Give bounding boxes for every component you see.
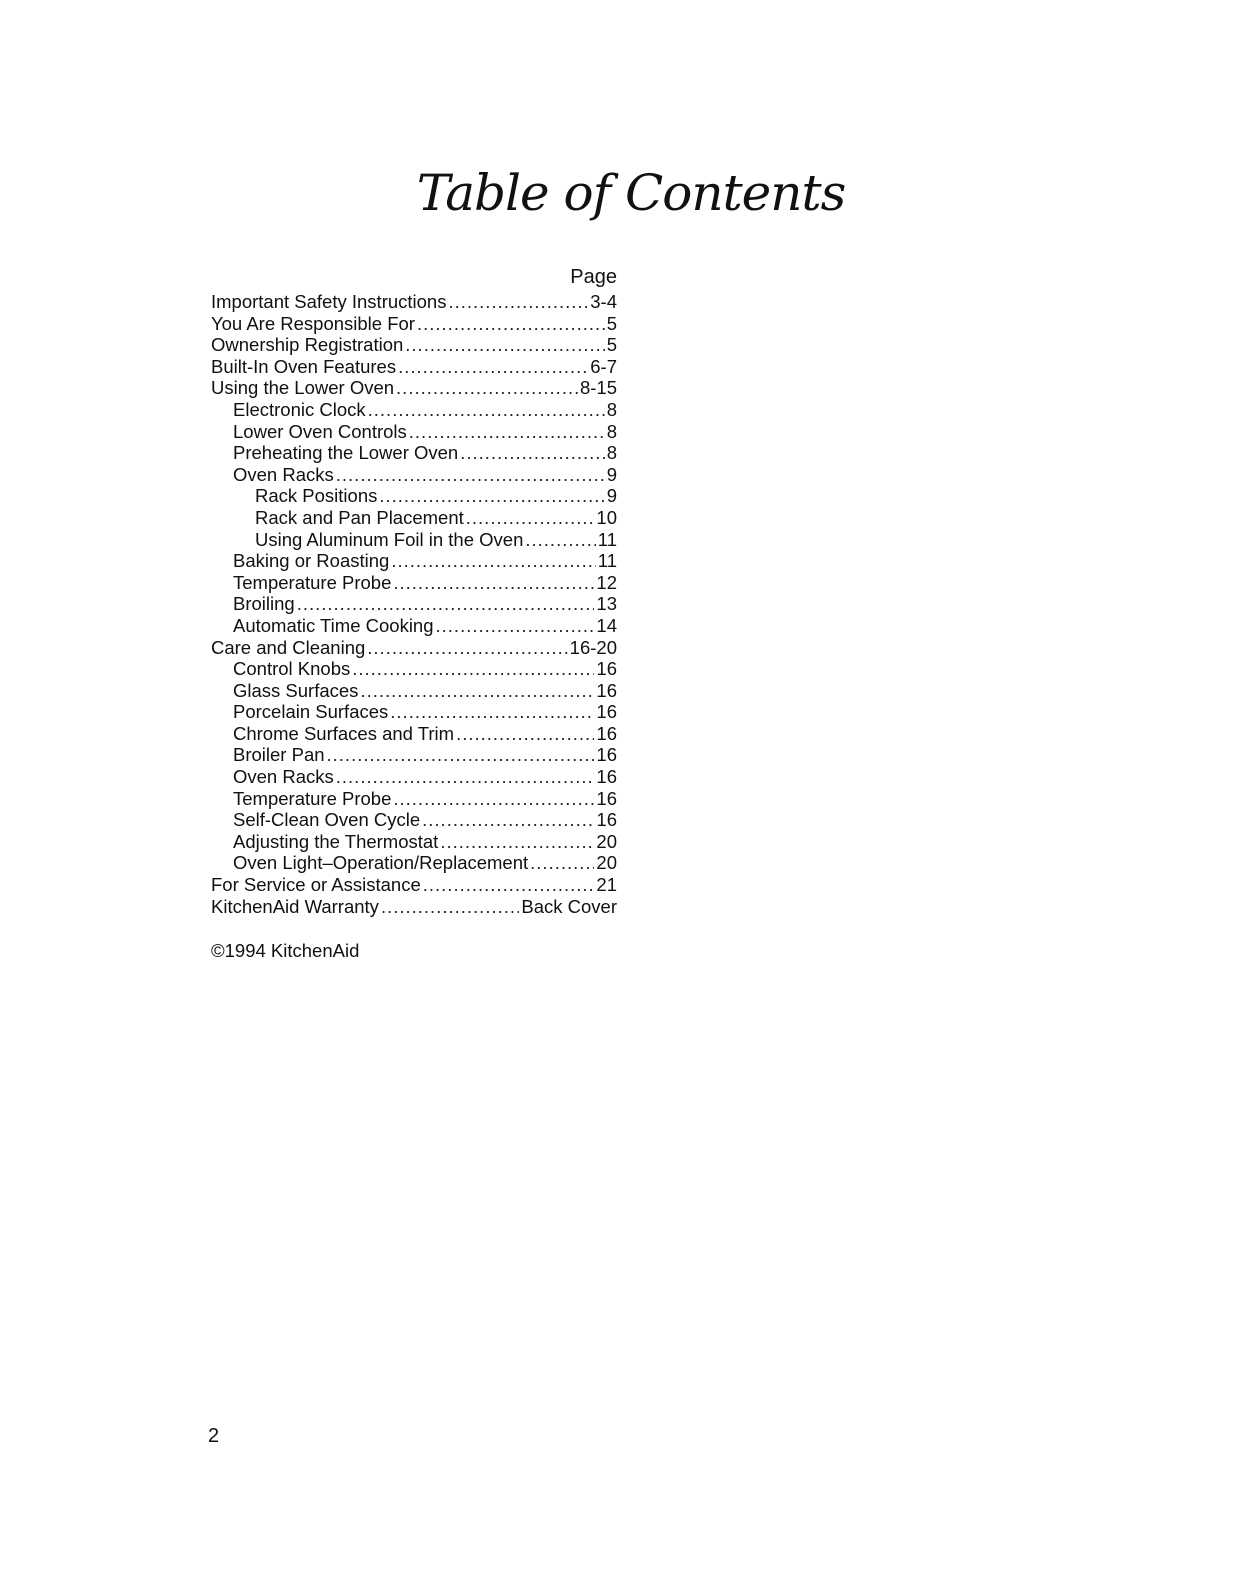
toc-entry[interactable] bbox=[211, 399, 617, 421]
toc-entry-page: 8-15 bbox=[579, 377, 617, 399]
dot-leader bbox=[379, 485, 604, 507]
toc-entry-page: 16 bbox=[596, 744, 617, 766]
toc-entry[interactable] bbox=[211, 766, 617, 788]
toc-entry-label: Baking or Roasting bbox=[233, 550, 390, 572]
toc-entry-label: Using the Lower Oven bbox=[211, 377, 395, 399]
dot-leader bbox=[398, 356, 588, 378]
toc-entry-page: 9 bbox=[606, 485, 617, 507]
toc-entry-page: 10 bbox=[596, 506, 617, 528]
dot-leader bbox=[393, 572, 594, 594]
page-column-header: Page bbox=[570, 266, 617, 288]
dot-leader bbox=[417, 313, 605, 335]
page-title bbox=[0, 158, 1245, 228]
toc-entry[interactable] bbox=[211, 896, 617, 918]
dot-leader bbox=[460, 442, 604, 464]
toc-entry-list bbox=[211, 291, 617, 917]
toc-entry-label: Self-Clean Oven Cycle bbox=[233, 809, 421, 831]
toc-entry-page: 5 bbox=[606, 334, 617, 356]
dot-leader bbox=[466, 507, 595, 529]
toc-entry[interactable] bbox=[211, 658, 617, 680]
toc-entry[interactable] bbox=[211, 874, 617, 896]
toc-entry-label: Oven Light–Operation/Replacement bbox=[233, 852, 529, 874]
toc-entry-label: Rack Positions bbox=[255, 485, 378, 507]
toc-entry-page: Back Cover bbox=[521, 895, 617, 917]
dot-leader bbox=[367, 637, 567, 659]
copyright-notice: ©1994 KitchenAid bbox=[211, 940, 360, 961]
dot-leader bbox=[423, 874, 595, 896]
dot-leader bbox=[456, 723, 594, 745]
toc-entry[interactable] bbox=[211, 507, 617, 529]
toc-entry-page: 8 bbox=[606, 398, 617, 420]
toc-entry-label: Important Safety Instructions bbox=[211, 291, 447, 312]
toc-entry[interactable] bbox=[211, 680, 617, 702]
toc-entry[interactable] bbox=[211, 356, 617, 378]
dot-leader bbox=[336, 766, 595, 788]
dot-leader bbox=[525, 529, 595, 551]
toc-entry[interactable] bbox=[211, 421, 617, 443]
toc-entry-label: Chrome Surfaces and Trim bbox=[233, 722, 455, 744]
toc-entry-page: 14 bbox=[596, 614, 617, 636]
dot-leader bbox=[405, 334, 604, 356]
toc-entry-page: 16 bbox=[596, 701, 617, 723]
toc-entry-label: KitchenAid Warranty bbox=[211, 895, 379, 917]
toc-entry[interactable] bbox=[211, 637, 617, 659]
toc-entry[interactable] bbox=[211, 377, 617, 399]
toc-entry[interactable] bbox=[211, 464, 617, 486]
dot-leader bbox=[381, 896, 519, 918]
toc-entry-label: Glass Surfaces bbox=[233, 679, 359, 701]
toc-entry[interactable] bbox=[211, 313, 617, 335]
toc-entry-label: Using Aluminum Foil in the Oven bbox=[255, 528, 524, 550]
dot-leader bbox=[396, 377, 578, 399]
toc-entry[interactable] bbox=[211, 334, 617, 356]
toc-entry-label: Temperature Probe bbox=[233, 571, 392, 593]
dot-leader bbox=[352, 658, 594, 680]
toc-entry[interactable] bbox=[211, 572, 617, 594]
toc-entry-page: 16 bbox=[596, 766, 617, 788]
toc-entry-page: 6-7 bbox=[590, 355, 617, 377]
toc-entry[interactable] bbox=[211, 529, 617, 551]
toc-entry[interactable] bbox=[211, 723, 617, 745]
toc-entry[interactable] bbox=[211, 550, 617, 572]
toc-entry-page: 9 bbox=[606, 463, 617, 485]
toc-entry[interactable] bbox=[211, 831, 617, 853]
toc-entry-page: 16 bbox=[596, 722, 617, 744]
toc-entry-page: 5 bbox=[606, 312, 617, 334]
toc-entry[interactable] bbox=[211, 809, 617, 831]
dot-leader bbox=[436, 615, 595, 637]
dot-leader bbox=[530, 852, 594, 874]
dot-leader bbox=[409, 421, 605, 443]
toc-entry-page: 20 bbox=[596, 830, 617, 852]
toc-entry-label: Automatic Time Cooking bbox=[233, 614, 434, 636]
toc-entry-label: Adjusting the Thermostat bbox=[233, 830, 439, 852]
toc-entry-label: Porcelain Surfaces bbox=[233, 701, 389, 723]
toc-entry-label: Electronic Clock bbox=[233, 398, 366, 420]
toc-entry[interactable] bbox=[211, 442, 617, 464]
toc-entry-label: Control Knobs bbox=[233, 658, 351, 680]
toc-entry-page: 16 bbox=[596, 809, 617, 831]
toc-entry[interactable] bbox=[211, 291, 617, 313]
toc-entry-label: You Are Responsible For bbox=[211, 312, 415, 334]
toc-entry-page: 3-4 bbox=[590, 291, 617, 312]
dot-leader bbox=[327, 744, 595, 766]
toc-entry-label: Built-In Oven Features bbox=[211, 355, 397, 377]
toc-entry-label: Broiler Pan bbox=[233, 744, 325, 766]
dot-leader bbox=[391, 550, 595, 572]
dot-leader bbox=[422, 809, 594, 831]
page-title-text: Table of Contents bbox=[416, 164, 846, 222]
toc-entry-label: Care and Cleaning bbox=[211, 636, 366, 658]
toc-entry-page: 16 bbox=[596, 658, 617, 680]
toc-entry-page: 12 bbox=[596, 571, 617, 593]
dot-leader bbox=[390, 701, 594, 723]
toc-entry-page: 13 bbox=[596, 593, 617, 615]
toc-entry-page: 16-20 bbox=[569, 636, 617, 658]
toc-entry[interactable] bbox=[211, 615, 617, 637]
toc-entry[interactable] bbox=[211, 593, 617, 615]
dot-leader bbox=[440, 831, 594, 853]
dot-leader bbox=[393, 788, 594, 810]
toc-entry-page: 16 bbox=[596, 679, 617, 701]
toc-entry-label: Temperature Probe bbox=[233, 787, 392, 809]
toc-entry-label: Ownership Registration bbox=[211, 334, 404, 356]
toc-entry-label: For Service or Assistance bbox=[211, 874, 421, 896]
toc-entry-label: Lower Oven Controls bbox=[233, 420, 407, 442]
toc-entry[interactable] bbox=[211, 788, 617, 810]
dot-leader bbox=[336, 464, 605, 486]
toc-entry-page: 21 bbox=[596, 874, 617, 896]
toc-entry-page: 11 bbox=[597, 550, 617, 572]
toc-entry-label: Broiling bbox=[233, 593, 295, 615]
toc-entry[interactable] bbox=[211, 744, 617, 766]
toc-entry-page: 8 bbox=[606, 442, 617, 464]
toc-entry-page: 20 bbox=[596, 852, 617, 874]
dot-leader bbox=[360, 680, 594, 702]
dot-leader bbox=[297, 593, 595, 615]
toc-entry[interactable] bbox=[211, 852, 617, 874]
toc-entry-label: Oven Racks bbox=[233, 463, 334, 485]
dot-leader bbox=[368, 399, 605, 421]
toc-entry-label: Preheating the Lower Oven bbox=[233, 442, 459, 464]
toc-entry-page: 11 bbox=[597, 528, 617, 550]
toc-entry-label: Oven Racks bbox=[233, 766, 334, 788]
dot-leader bbox=[448, 291, 588, 313]
toc-entry[interactable] bbox=[211, 701, 617, 723]
toc-entry-page: 8 bbox=[606, 420, 617, 442]
toc-entry[interactable] bbox=[211, 485, 617, 507]
toc-entry-label: Rack and Pan Placement bbox=[255, 506, 464, 528]
table-of-contents bbox=[211, 263, 617, 917]
page-number: 2 bbox=[208, 1425, 220, 1447]
toc-entry-page: 16 bbox=[596, 787, 617, 809]
